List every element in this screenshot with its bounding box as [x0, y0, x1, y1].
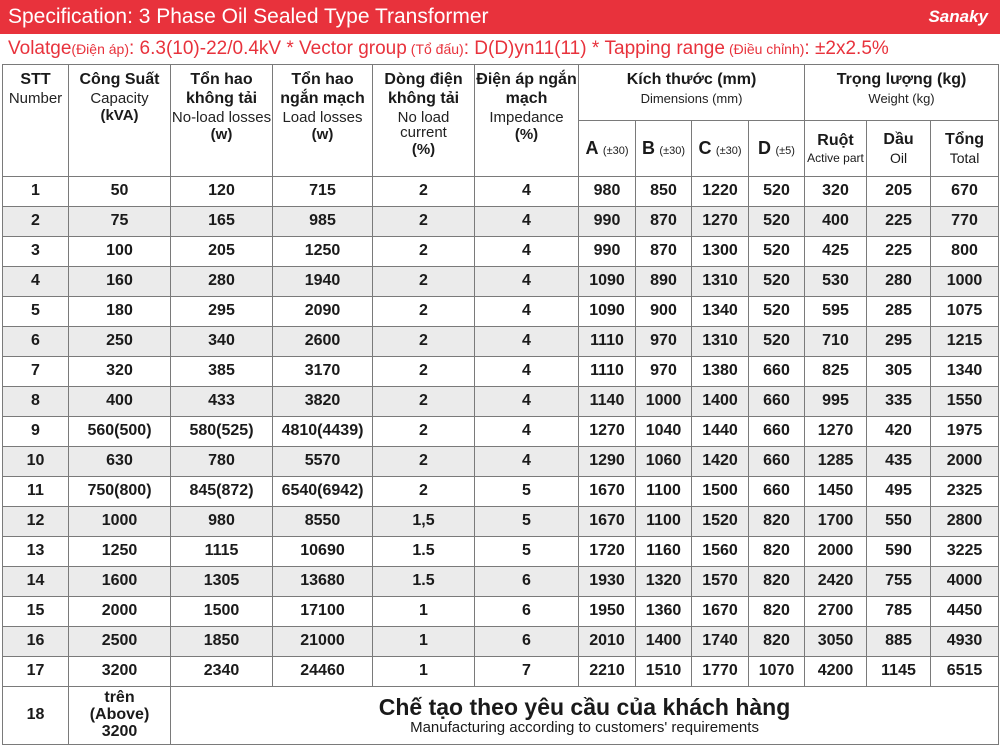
cell-dim-a: 2010	[579, 627, 636, 657]
cell-impedance: 4	[475, 447, 579, 477]
cell-impedance: 4	[475, 387, 579, 417]
cell-noload-loss: 580(525)	[171, 417, 273, 447]
cell-load-loss: 2600	[273, 327, 373, 357]
cell-oil: 550	[867, 507, 931, 537]
cell-stt: 13	[3, 537, 69, 567]
cell-noload-current: 2	[373, 177, 475, 207]
cell-noload-loss: 780	[171, 447, 273, 477]
table-row	[3, 237, 999, 267]
cell-total: 3225	[931, 537, 999, 567]
cell-active-part: 710	[805, 327, 867, 357]
cell-active-part: 825	[805, 357, 867, 387]
cell-impedance: 5	[475, 477, 579, 507]
cell-stt: 6	[3, 327, 69, 357]
cell-dim-d: 520	[749, 267, 805, 297]
cell-capacity: 180	[69, 297, 171, 327]
cell-oil: 420	[867, 417, 931, 447]
cell-total: 670	[931, 177, 999, 207]
cell-dim-c: 1670	[692, 597, 749, 627]
cell-dim-b: 1320	[636, 567, 692, 597]
cell-total: 1550	[931, 387, 999, 417]
cell-noload-loss: 205	[171, 237, 273, 267]
cell-active-part: 595	[805, 297, 867, 327]
cell-dim-d: 820	[749, 627, 805, 657]
cell-dim-b: 900	[636, 297, 692, 327]
cell-dim-b: 870	[636, 207, 692, 237]
cell-total: 1000	[931, 267, 999, 297]
cell-capacity: 750(800)	[69, 477, 171, 507]
table-row	[3, 357, 999, 387]
cell-dim-c: 1570	[692, 567, 749, 597]
header-stt: STT Number	[3, 65, 69, 177]
cell-stt: 12	[3, 507, 69, 537]
header-total: Tổng Total	[931, 121, 999, 177]
voltage-vn-label: (Điện áp)	[71, 41, 129, 57]
cell-active-part: 2420	[805, 567, 867, 597]
custom-order-message: Chế tạo theo yêu cầu của khách hàng Manufacturing according to customers' requirements	[171, 687, 999, 745]
cell-stt: 9	[3, 417, 69, 447]
cell-noload-loss: 165	[171, 207, 273, 237]
cell-load-loss: 24460	[273, 657, 373, 687]
voltage-label: Volatge	[8, 38, 72, 59]
table-row	[3, 507, 999, 537]
table-row	[3, 417, 999, 447]
cell-impedance: 5	[475, 537, 579, 567]
header-impedance: Điện áp ngắn mạch Impedance (%)	[475, 65, 579, 177]
cell-total: 1975	[931, 417, 999, 447]
table-row	[3, 537, 999, 567]
table-row	[3, 627, 999, 657]
table-row	[3, 567, 999, 597]
cell-dim-a: 1950	[579, 597, 636, 627]
cell-total: 2800	[931, 507, 999, 537]
spec-summary-line	[0, 34, 1000, 64]
cell-noload-current: 2	[373, 267, 475, 297]
cell-noload-current: 2	[373, 327, 475, 357]
cell-dim-b: 1510	[636, 657, 692, 687]
cell-active-part: 1270	[805, 417, 867, 447]
cell-noload-loss: 385	[171, 357, 273, 387]
cell-noload-current: 1.5	[373, 567, 475, 597]
cell-dim-d: 660	[749, 387, 805, 417]
cell-impedance: 7	[475, 657, 579, 687]
table-row	[3, 597, 999, 627]
cell-dim-d: 520	[749, 327, 805, 357]
cell-total: 1215	[931, 327, 999, 357]
cell-dim-c: 1310	[692, 327, 749, 357]
cell-noload-loss: 1500	[171, 597, 273, 627]
tapping-range-vn-label: (Điều chỉnh)	[728, 41, 805, 57]
cell-dim-c: 1400	[692, 387, 749, 417]
cell-capacity: 630	[69, 447, 171, 477]
cell-oil: 205	[867, 177, 931, 207]
cell-dim-a: 980	[579, 177, 636, 207]
cell-capacity: 50	[69, 177, 171, 207]
cell-dim-a: 1110	[579, 327, 636, 357]
cell-noload-loss: 845(872)	[171, 477, 273, 507]
cell-oil: 590	[867, 537, 931, 567]
cell-dim-b: 1060	[636, 447, 692, 477]
cell-oil: 305	[867, 357, 931, 387]
cell-oil: 225	[867, 237, 931, 267]
cell-load-loss: 5570	[273, 447, 373, 477]
cell-load-loss: 715	[273, 177, 373, 207]
cell-active-part: 1450	[805, 477, 867, 507]
cell-dim-d: 520	[749, 237, 805, 267]
cell-stt: 18	[3, 687, 69, 745]
cell-oil: 285	[867, 297, 931, 327]
header-dim-d: D (±5)	[749, 121, 805, 177]
tapping-range-label: Tapping range	[604, 38, 725, 59]
table-row	[3, 297, 999, 327]
cell-dim-d: 520	[749, 297, 805, 327]
cell-noload-loss: 120	[171, 177, 273, 207]
header-dim-a: A (±30)	[579, 121, 636, 177]
cell-total: 6515	[931, 657, 999, 687]
cell-total: 800	[931, 237, 999, 267]
cell-dim-a: 1670	[579, 507, 636, 537]
cell-active-part: 3050	[805, 627, 867, 657]
cell-active-part: 320	[805, 177, 867, 207]
header-load-losses: Tổn hao ngắn mạch Load losses (w)	[273, 65, 373, 177]
cell-total: 1075	[931, 297, 999, 327]
cell-dim-b: 1040	[636, 417, 692, 447]
cell-dim-b: 1100	[636, 507, 692, 537]
cell-stt: 3	[3, 237, 69, 267]
cell-load-loss: 13680	[273, 567, 373, 597]
cell-capacity: 2000	[69, 597, 171, 627]
cell-impedance: 4	[475, 267, 579, 297]
cell-total: 1340	[931, 357, 999, 387]
cell-noload-current: 1	[373, 597, 475, 627]
cell-noload-current: 1	[373, 627, 475, 657]
cell-capacity: 560(500)	[69, 417, 171, 447]
cell-dim-c: 1420	[692, 447, 749, 477]
cell-oil: 225	[867, 207, 931, 237]
cell-oil: 495	[867, 477, 931, 507]
cell-dim-c: 1500	[692, 477, 749, 507]
cell-noload-loss: 340	[171, 327, 273, 357]
cell-load-loss: 1940	[273, 267, 373, 297]
cell-noload-current: 2	[373, 387, 475, 417]
page-title: Specification: 3 Phase Oil Sealed Type Transformer	[8, 5, 489, 28]
cell-dim-b: 1360	[636, 597, 692, 627]
cell-dim-b: 1100	[636, 477, 692, 507]
header-noload-current: Dòng điện không tải No load current (%)	[373, 65, 475, 177]
cell-impedance: 6	[475, 597, 579, 627]
cell-capacity: 75	[69, 207, 171, 237]
cell-impedance: 6	[475, 627, 579, 657]
cell-stt: 11	[3, 477, 69, 507]
cell-dim-a: 990	[579, 207, 636, 237]
cell-noload-current: 2	[373, 207, 475, 237]
cell-dim-b: 970	[636, 357, 692, 387]
cell-oil: 885	[867, 627, 931, 657]
cell-dim-d: 1070	[749, 657, 805, 687]
cell-stt: 8	[3, 387, 69, 417]
cell-active-part: 1700	[805, 507, 867, 537]
cell-stt: 7	[3, 357, 69, 387]
cell-active-part: 530	[805, 267, 867, 297]
cell-active-part: 4200	[805, 657, 867, 687]
cell-total: 2000	[931, 447, 999, 477]
cell-active-part: 995	[805, 387, 867, 417]
cell-total: 770	[931, 207, 999, 237]
cell-capacity: 1250	[69, 537, 171, 567]
cell-oil: 335	[867, 387, 931, 417]
table-body	[3, 177, 999, 745]
cell-dim-a: 1720	[579, 537, 636, 567]
cell-stt: 15	[3, 597, 69, 627]
cell-noload-current: 1,5	[373, 507, 475, 537]
cell-impedance: 4	[475, 357, 579, 387]
cell-impedance: 5	[475, 507, 579, 537]
cell-dim-d: 660	[749, 357, 805, 387]
cell-oil: 295	[867, 327, 931, 357]
cell-stt: 2	[3, 207, 69, 237]
voltage-value: : 6.3(10)-22/0.4kV *	[129, 38, 300, 59]
cell-impedance: 6	[475, 567, 579, 597]
cell-impedance: 4	[475, 207, 579, 237]
cell-capacity: 250	[69, 327, 171, 357]
cell-total: 4450	[931, 597, 999, 627]
cell-capacity: 320	[69, 357, 171, 387]
cell-dim-c: 1310	[692, 267, 749, 297]
cell-total: 4000	[931, 567, 999, 597]
cell-dim-d: 660	[749, 417, 805, 447]
cell-dim-a: 1090	[579, 267, 636, 297]
cell-active-part: 2700	[805, 597, 867, 627]
table-row	[3, 327, 999, 357]
cell-load-loss: 3820	[273, 387, 373, 417]
cell-noload-current: 2	[373, 237, 475, 267]
table-row	[3, 657, 999, 687]
header-dim-b: B (±30)	[636, 121, 692, 177]
cell-dim-a: 1670	[579, 477, 636, 507]
cell-load-loss: 21000	[273, 627, 373, 657]
cell-dim-b: 1400	[636, 627, 692, 657]
cell-noload-loss: 280	[171, 267, 273, 297]
tapping-range-value: : ±2x2.5%	[804, 38, 889, 59]
cell-dim-c: 1270	[692, 207, 749, 237]
cell-dim-c: 1520	[692, 507, 749, 537]
cell-dim-a: 1110	[579, 357, 636, 387]
header-capacity: Công Suất Capacity (kVA)	[69, 65, 171, 177]
cell-capacity: 100	[69, 237, 171, 267]
cell-dim-c: 1560	[692, 537, 749, 567]
header-oil: Dầu Oil	[867, 121, 931, 177]
cell-stt: 16	[3, 627, 69, 657]
cell-noload-current: 2	[373, 447, 475, 477]
cell-impedance: 4	[475, 417, 579, 447]
cell-dim-d: 520	[749, 177, 805, 207]
cell-dim-d: 820	[749, 597, 805, 627]
cell-noload-current: 2	[373, 297, 475, 327]
cell-noload-loss: 295	[171, 297, 273, 327]
table-row	[3, 267, 999, 297]
cell-dim-c: 1300	[692, 237, 749, 267]
header-active-part: Ruột Active part	[805, 121, 867, 177]
cell-oil: 435	[867, 447, 931, 477]
cell-noload-loss: 433	[171, 387, 273, 417]
cell-noload-loss: 1850	[171, 627, 273, 657]
cell-noload-loss: 2340	[171, 657, 273, 687]
cell-dim-c: 1770	[692, 657, 749, 687]
table-row	[3, 477, 999, 507]
cell-load-loss: 985	[273, 207, 373, 237]
cell-load-loss: 8550	[273, 507, 373, 537]
cell-dim-a: 2210	[579, 657, 636, 687]
cell-load-loss: 17100	[273, 597, 373, 627]
cell-stt: 14	[3, 567, 69, 597]
cell-oil: 280	[867, 267, 931, 297]
cell-stt: 4	[3, 267, 69, 297]
cell-oil: 1145	[867, 657, 931, 687]
brand-logo-text: Sanaky	[928, 7, 988, 26]
cell-dim-d: 660	[749, 477, 805, 507]
cell-dim-b: 1160	[636, 537, 692, 567]
cell-stt: 17	[3, 657, 69, 687]
header-weight: Trọng lượng (kg) Weight (kg)	[805, 65, 999, 121]
cell-active-part: 2000	[805, 537, 867, 567]
cell-dim-c: 1740	[692, 627, 749, 657]
cell-stt: 1	[3, 177, 69, 207]
cell-stt: 10	[3, 447, 69, 477]
cell-noload-current: 2	[373, 357, 475, 387]
cell-total: 2325	[931, 477, 999, 507]
cell-impedance: 4	[475, 327, 579, 357]
cell-dim-b: 890	[636, 267, 692, 297]
cell-noload-current: 1	[373, 657, 475, 687]
cell-noload-loss: 1115	[171, 537, 273, 567]
cell-capacity: 2500	[69, 627, 171, 657]
cell-dim-d: 820	[749, 537, 805, 567]
cell-dim-b: 850	[636, 177, 692, 207]
cell-dim-d: 660	[749, 447, 805, 477]
cell-load-loss: 1250	[273, 237, 373, 267]
cell-impedance: 4	[475, 237, 579, 267]
table-row	[3, 207, 999, 237]
vector-group-label: Vector group	[299, 38, 407, 59]
cell-load-loss: 10690	[273, 537, 373, 567]
cell-capacity: 3200	[69, 657, 171, 687]
cell-capacity: 1000	[69, 507, 171, 537]
header-dim-c: C (±30)	[692, 121, 749, 177]
cell-noload-current: 2	[373, 417, 475, 447]
cell-dim-a: 990	[579, 237, 636, 267]
cell-dim-a: 1140	[579, 387, 636, 417]
cell-impedance: 4	[475, 297, 579, 327]
cell-dim-c: 1440	[692, 417, 749, 447]
cell-load-loss: 6540(6942)	[273, 477, 373, 507]
cell-dim-a: 1090	[579, 297, 636, 327]
vector-group-value: : D(D)yn11(11) *	[463, 38, 605, 59]
table-row	[3, 447, 999, 477]
cell-dim-a: 1270	[579, 417, 636, 447]
cell-noload-loss: 1305	[171, 567, 273, 597]
cell-noload-current: 2	[373, 477, 475, 507]
cell-load-loss: 4810(4439)	[273, 417, 373, 447]
cell-capacity: 1600	[69, 567, 171, 597]
vector-group-vn-label: (Tổ đấu)	[410, 41, 464, 57]
transformer-spec-table	[2, 64, 999, 745]
cell-noload-current: 1.5	[373, 537, 475, 567]
cell-active-part: 1285	[805, 447, 867, 477]
cell-dim-b: 1000	[636, 387, 692, 417]
cell-capacity: 160	[69, 267, 171, 297]
cell-stt: 5	[3, 297, 69, 327]
cell-dim-d: 520	[749, 207, 805, 237]
table-row-custom	[3, 687, 999, 745]
cell-capacity: 400	[69, 387, 171, 417]
header-dimensions: Kích thước (mm) Dimensions (mm)	[579, 65, 805, 121]
cell-dim-c: 1380	[692, 357, 749, 387]
cell-dim-c: 1340	[692, 297, 749, 327]
cell-dim-c: 1220	[692, 177, 749, 207]
cell-noload-loss: 980	[171, 507, 273, 537]
table-row	[3, 387, 999, 417]
cell-dim-d: 820	[749, 507, 805, 537]
cell-oil: 785	[867, 597, 931, 627]
cell-dim-a: 1290	[579, 447, 636, 477]
cell-load-loss: 2090	[273, 297, 373, 327]
cell-active-part: 425	[805, 237, 867, 267]
header-noload-losses: Tổn hao không tải No-load losses (w)	[171, 65, 273, 177]
cell-capacity-above: trên (Above) 3200	[69, 687, 171, 745]
cell-dim-b: 870	[636, 237, 692, 267]
cell-dim-b: 970	[636, 327, 692, 357]
cell-load-loss: 3170	[273, 357, 373, 387]
cell-impedance: 4	[475, 177, 579, 207]
cell-total: 4930	[931, 627, 999, 657]
cell-oil: 755	[867, 567, 931, 597]
cell-dim-d: 820	[749, 567, 805, 597]
header-banner	[0, 0, 1000, 34]
cell-active-part: 400	[805, 207, 867, 237]
table-row	[3, 177, 999, 207]
cell-dim-a: 1930	[579, 567, 636, 597]
